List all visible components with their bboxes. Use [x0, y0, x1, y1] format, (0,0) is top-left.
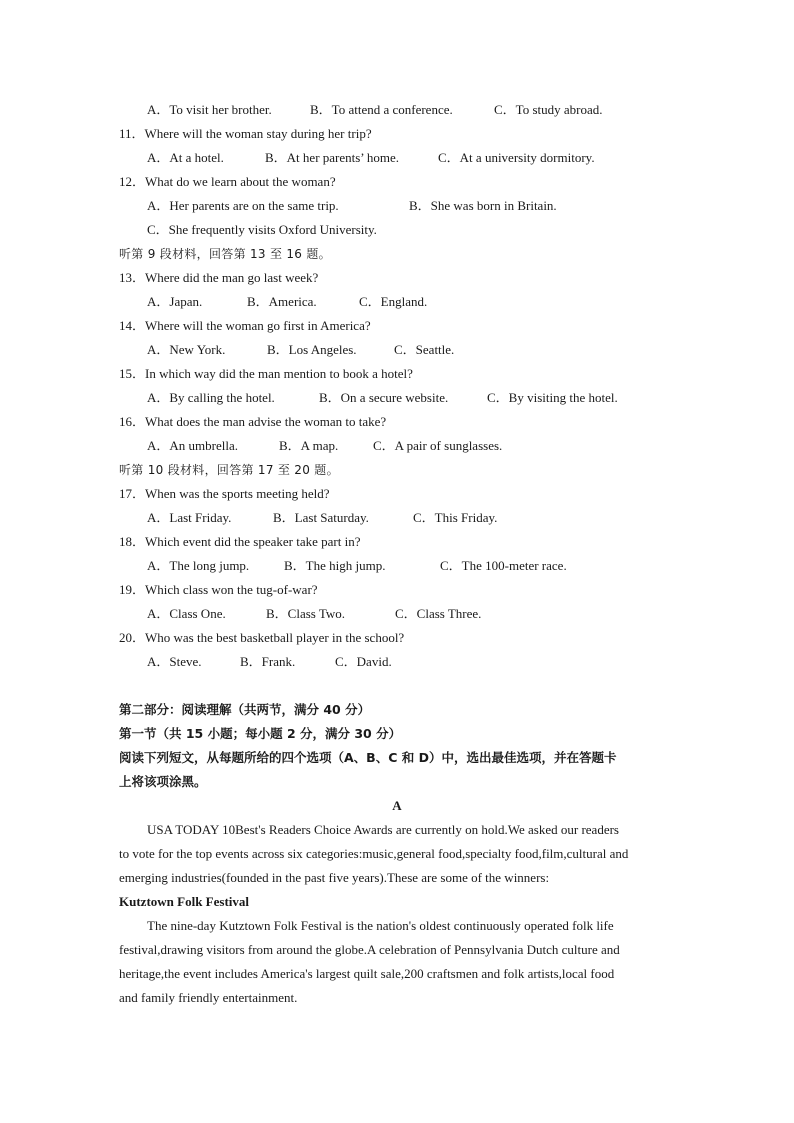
passage-heading: Kutztown Folk Festival [119, 894, 249, 909]
q12-option-a: A．Her parents are on the same trip. [147, 198, 339, 213]
section-1-title: 第一节（共 15 小题；每小题 2 分，满分 30 分） [119, 726, 402, 741]
q16-option-b: B．A map. [279, 438, 339, 453]
q18-option-b: B．The high jump. [284, 558, 386, 573]
q19-option-a: A．Class One. [147, 606, 226, 621]
q11-option-c: C．At a university dormitory. [438, 150, 595, 165]
q12-option-c: C．She frequently visits Oxford University. [147, 222, 377, 237]
question-20: 20．Who was the best basketball player in the school? [119, 630, 405, 645]
question-11: 11．Where will the woman stay during her trip? [119, 126, 372, 141]
question-13: 13．Where did the man go last week? [119, 270, 319, 285]
q17-option-b: B．Last Saturday. [273, 510, 369, 525]
passage-line: emerging industries(founded in the past five years).These are some of the winners: [119, 870, 550, 885]
q15-option-a: A．By calling the hotel. [147, 390, 275, 405]
q15-option-b: B．On a secure website. [319, 390, 449, 405]
part-2-title: 第二部分：阅读理解（共两节，满分 40 分） [119, 702, 371, 717]
q18-option-c: C．The 100-meter race. [440, 558, 567, 573]
question-18: 18．Which event did the speaker take part in? [119, 534, 361, 549]
q16-option-c: C．A pair of sunglasses. [373, 438, 503, 453]
passage-line: to vote for the top events across six categories:music,general food,specialty food,film,cultural and [119, 846, 629, 861]
q10-option-b: B．To attend a conference. [310, 102, 453, 117]
q10-option-a: A．To visit her brother. [147, 102, 272, 117]
q13-option-c: C．England. [359, 294, 428, 309]
question-16: 16．What does the man advise the woman to take? [119, 414, 387, 429]
q18-option-a: A．The long jump. [147, 558, 250, 573]
q13-option-b: B．America. [247, 294, 317, 309]
q11-option-a: A．At a hotel. [147, 150, 224, 165]
passage-line: festival,drawing visitors from around the globe.A celebration of Pennsylvania Dutch culture and [119, 942, 620, 957]
reading-instruction-line-2: 上将该项涂黑。 [119, 774, 207, 789]
q20-option-b: B．Frank. [240, 654, 296, 669]
q16-option-a: A．An umbrella. [147, 438, 238, 453]
segment-9-instruction: 听第 9 段材料，回答第 13 至 16 题。 [119, 247, 331, 261]
q19-option-b: B．Class Two. [266, 606, 346, 621]
q15-option-c: C．By visiting the hotel. [487, 390, 618, 405]
passage-line: The nine-day Kutztown Folk Festival is the nation's oldest continuously operated folk life [147, 918, 614, 933]
question-19: 19．Which class won the tug-of-war? [119, 582, 318, 597]
reading-instruction-line-1: 阅读下列短文，从每题所给的四个选项（A、B、C 和 D）中，选出最佳选项，并在答题卡 [119, 750, 617, 765]
passage-line: USA TODAY 10Best's Readers Choice Awards are currently on hold.We asked our readers [147, 822, 619, 837]
question-14: 14．Where will the woman go first in America? [119, 318, 371, 333]
question-17: 17．When was the sports meeting held? [119, 486, 330, 501]
q12-option-b: B．She was born in Britain. [409, 198, 557, 213]
q20-option-a: A．Steve. [147, 654, 202, 669]
q11-option-b: B．At her parents’ home. [265, 150, 400, 165]
q17-option-c: C．This Friday. [413, 510, 498, 525]
q13-option-a: A．Japan. [147, 294, 203, 309]
q14-option-b: B．Los Angeles. [267, 342, 357, 357]
q20-option-c: C．David. [335, 654, 392, 669]
question-12: 12．What do we learn about the woman? [119, 174, 336, 189]
q14-option-a: A．New York. [147, 342, 226, 357]
q17-option-a: A．Last Friday. [147, 510, 232, 525]
passage-line: and family friendly entertainment. [119, 990, 298, 1005]
q19-option-c: C．Class Three. [395, 606, 482, 621]
q10-option-c: C．To study abroad. [494, 102, 603, 117]
q14-option-c: C．Seattle. [394, 342, 455, 357]
passage-letter: A [392, 798, 402, 813]
passage-line: heritage,the event includes America's largest quilt sale,200 craftsmen and folk artists,local food [119, 966, 615, 981]
segment-10-instruction: 听第 10 段材料，回答第 17 至 20 题。 [119, 463, 339, 477]
question-15: 15．In which way did the man mention to book a hotel? [119, 366, 413, 381]
